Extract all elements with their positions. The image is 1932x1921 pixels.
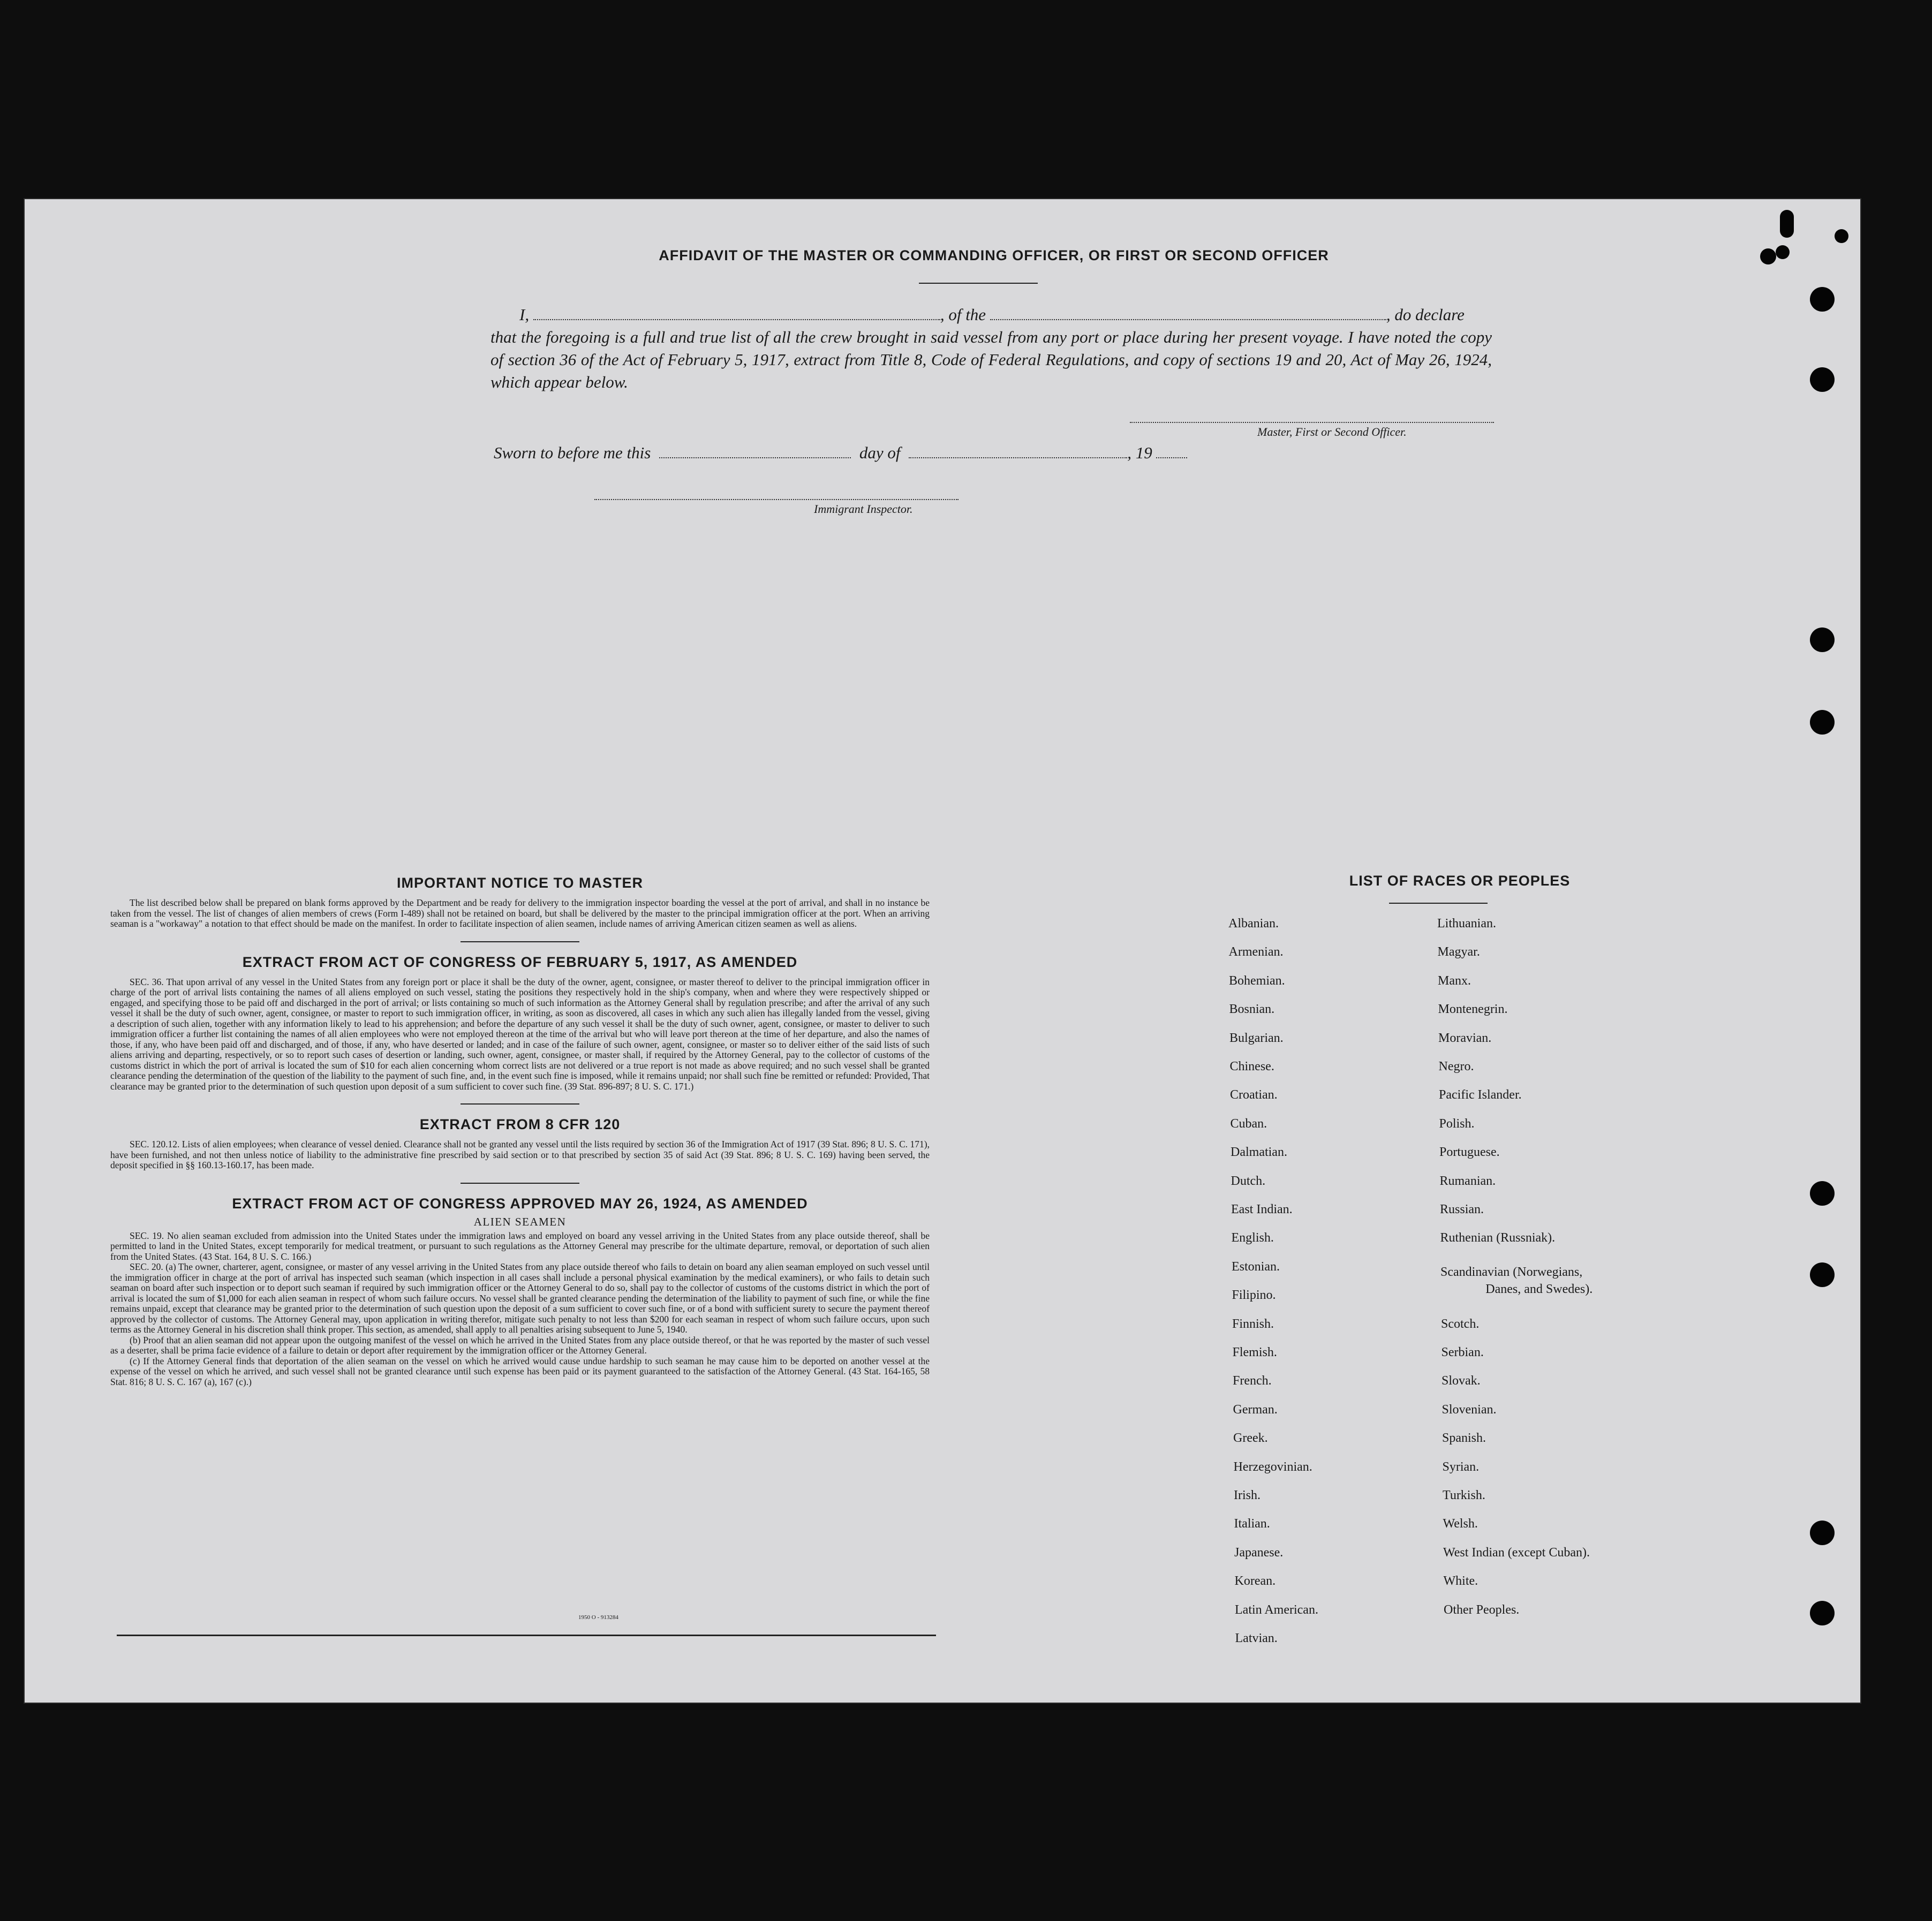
master-caption: Master, First or Second Officer. [1257, 425, 1407, 438]
punch-hole [1810, 627, 1835, 652]
punch-hole [1810, 287, 1835, 312]
race-item: Japanese. [1234, 1545, 1284, 1560]
printer-note: 1950 O - 913284 [578, 1614, 618, 1621]
race-item: Bohemian. [1229, 973, 1285, 988]
document-sheet [25, 199, 1860, 1703]
race-item: Dutch. [1231, 1174, 1266, 1188]
vessel-blank[interactable] [990, 306, 1386, 320]
race-item: East Indian. [1231, 1202, 1293, 1216]
race-item: Lithuanian. [1437, 917, 1496, 931]
extract-1924-subtitle: ALIEN SEAMEN [473, 1215, 567, 1228]
race-item: White. [1443, 1574, 1478, 1589]
race-item: Greek. [1233, 1431, 1268, 1446]
race-item: Russian. [1440, 1202, 1484, 1216]
day-blank[interactable] [659, 444, 851, 458]
extract-cfr-title: EXTRACT FROM 8 CFR 120 [419, 1116, 621, 1132]
race-item: Cuban. [1230, 1116, 1267, 1131]
race-item: Turkish. [1443, 1488, 1485, 1502]
declaration-first-line [490, 304, 1492, 326]
section-rule [461, 1183, 579, 1184]
race-item: Spanish. [1442, 1431, 1486, 1446]
day-of-label: day of [859, 443, 901, 462]
race-item: Welsh. [1443, 1517, 1478, 1531]
sworn-line [494, 443, 1187, 463]
race-item: Estonian. [1232, 1259, 1280, 1274]
notice-title: IMPORTANT NOTICE TO MASTER [397, 875, 643, 891]
bottom-rule [117, 1635, 936, 1636]
race-item: Scandinavian (Norwegians, [1440, 1265, 1583, 1279]
race-item: English. [1231, 1231, 1274, 1245]
extract-1924-sec20c: (c) If the Attorney General finds that deportation of the alien seaman on the vessel on which he arrived would cause undue hardship to such seaman he may cause him to be deported on another vessel at the expense of the vessel on which he arrived, and such vessel shall not be granted clearance until such expense has been paid or its payment guaranteed to the satisfaction of the Attorney General. (43 Stat. 164-165, 58 Stat. 816; 8 U. S. C. 167 (a), 167 (c).) [110, 1355, 930, 1387]
race-item: Other Peoples. [1444, 1602, 1520, 1617]
race-item: Negro. [1438, 1060, 1474, 1073]
race-item: Filipino. [1232, 1288, 1276, 1303]
race-item: Ruthenian (Russniak). [1440, 1231, 1556, 1245]
declaration-do-declare: , do declare [1386, 305, 1465, 324]
race-item: Latin American. [1235, 1602, 1318, 1617]
race-item: Manx. [1438, 973, 1471, 988]
race-item: Magyar. [1437, 945, 1480, 959]
punch-hole [1810, 1181, 1835, 1206]
title-rule [919, 283, 1038, 284]
extract-1924-sec20a: SEC. 20. (a) The owner, charterer, agent, consignee, or master of any vessel arriving in the United States from any place outside thereof who fails to detain on board any alien seaman employed on such vessel until the immigration officer in charge at the port of arrival has inspected such seaman (which inspection in all cases shall include a personal physical examination by the medical examiners), or who fails to detain such seaman on board after such inspection or to deport such seaman if required by such immigration officer or the Attorney General to do so, shall pay to the collector of customs of the customs district in which the port of arrival is located the sum of $1,000 for each alien seaman in respect of whom such failure occurs. No vessel shall be granted clearance pending the determination of the liability to payment of such fine, or while the fine remains unpaid, except that clearance may be granted prior to the determination of such question upon the deposit of a sum sufficient to cover such fine, or of a bond with sufficient surety to secure the payment thereof approved by the collector of customs. The Attorney General may, upon application in writing therefor, mitigate such penalty to not less than $200 for each seaman in respect of whom such failure occurs, upon such terms as the Attorney General in his discretion shall think proper. This section, as amended, shall apply to all penalties arising subsequent to June 5, 1940. [110, 1261, 930, 1335]
affidavit-title: AFFIDAVIT OF THE MASTER OR COMMANDING OFFICER, OR FIRST OR SECOND OFFICER [659, 247, 1329, 263]
name-blank[interactable] [533, 306, 940, 320]
race-item: Albanian. [1228, 917, 1279, 931]
race-item: West Indian (except Cuban). [1443, 1545, 1590, 1560]
race-item: Croatian. [1230, 1088, 1278, 1102]
month-blank[interactable] [909, 444, 1127, 458]
race-item: Scotch. [1441, 1317, 1480, 1331]
year-prefix: , 19 [1127, 443, 1152, 462]
race-item: Bulgarian. [1229, 1031, 1284, 1045]
declaration-of-the: , of the [940, 305, 986, 324]
race-item: Serbian. [1441, 1345, 1484, 1359]
extract-1924-sec20b: (b) Proof that an alien seaman did not appear upon the outgoing manifest of the vessel on which he arrived in the United States from any place outside thereof, or that he was reported by the master of such vessel as a deserter, shall be prima facie evidence of a failure to detain or deport after requirement by the immigration officer or the Attorney General. [110, 1334, 930, 1356]
race-item: Italian. [1234, 1517, 1270, 1531]
section-rule [461, 1103, 579, 1105]
declaration-body: that the foregoing is a full and true list of all the crew brought in said vessel from any port or place during her present voyage. I have noted the copy of section 36 of the Act of February 5, 1917, extract from Title 8, Code of Federal Regulations, and copy of sections 19 and 20, Act of May 26, 1924, which appear below. [490, 328, 1492, 391]
extract-1917-text: SEC. 36. That upon arrival of any vessel in the United States from any foreign port or place it shall be the duty of the owner, agent, consignee, or master thereof to deliver to the principal immigration officer in charge of the port of arrival lists containing the names of all aliens employed on such vessel, stating the positions they respectively hold in the ship's company, when and where they were respectively shipped or engaged, and specifying those to be paid off and discharged in the port of arrival; or lists containing so much of such information as the Attorney General shall by regulation prescribe; and after the arrival of any such vessel it shall be the duty of such owner, agent, consignee, or master to report to such immigration officer, in writing, as soon as discovered, all cases in which any such alien has illegally landed from the vessel, giving a description of such alien, together with any information likely to lead to his apprehension; and before the departure of any such vessel it shall be the duty of such owner, agent, consignee, or master to deliver to such immigration officer a further list containing the names of all alien employees who were not employed thereon at the time of the arrival but who will leave port thereon at the time of her departure, and also the names of those, if any, who have been paid off and discharged, and of those, if any, who have deserted or landed; and in case of the failure of such owner, agent, consignee, or master so to deliver either of the said lists of such aliens arriving and departing, respectively, or so to report such cases of desertion or landing, such owner, agent, consignee, or master shall, if required by the Attorney General, pay to the collector of customs of the customs district in which the port of arrival is located the sum of $10 for each alien concerning whom correct lists are not delivered or a true report is not made as above required; and no such vessel shall be granted clearance pending the determination of the question of the liability to the payment of such fine, and, in the event such fine is imposed, while it remains unpaid; nor shall such fine be remitted or refunded: Provided, That clearance may be granted prior to the determination of such question upon deposit of a sum sufficient to cover such fine. (39 Stat. 896-897; 8 U. S. C. 171.) [110, 976, 930, 1092]
race-item: Flemish. [1232, 1345, 1277, 1359]
race-item: Moravian. [1438, 1031, 1492, 1045]
extract-cfr-text: SEC. 120.12. Lists of alien employees; when clearance of vessel denied. Clearance shall not be granted any vessel until the lists required by section 36 of the Immigration Act of 1917 (39 Stat. 896; 8 U. S. C. 171), have been furnished, and not then unless notice of liability to the administrative fine prescribed by said section or to that prescribed by section 35 of said Act (39 Stat. 896; 8 U. S. C. 169) having been served, the deposit specified in §§ 160.13-160.17, has been made. [110, 1139, 930, 1170]
notice-column [110, 875, 930, 1387]
year-blank[interactable] [1156, 444, 1187, 458]
extract-1924-title: EXTRACT FROM ACT OF CONGRESS APPROVED MAY 26, 1924, AS AMENDED [232, 1195, 808, 1212]
race-item: Slovenian. [1442, 1402, 1497, 1417]
punch-hole [1835, 229, 1848, 243]
race-item: Herzegovinian. [1233, 1459, 1312, 1474]
race-item: Chinese. [1229, 1060, 1274, 1073]
punch-hole [1760, 248, 1776, 264]
notice-text: The list described below shall be prepared on blank forms approved by the Department and be ready for delivery to the immigration inspector boarding the vessel at the port of arrival, and shall in no instance be taken from the vessel. The list of changes of alien members of crews (Form I-489) shall not be retained on board, but shall be delivered by the master to the principal immigration officer at the port. When an arriving seaman is a "workaway" a notation to that effect should be made on the manifest. In order to facilitate inspection of alien seamen, include names of arriving American citizen seamen as well as aliens. [110, 897, 930, 929]
race-item: Korean. [1234, 1574, 1276, 1589]
race-item: Danes, and Swedes). [1485, 1282, 1593, 1296]
races-title: LIST OF RACES OR PEOPLES [1349, 873, 1571, 889]
race-item: Irish. [1234, 1488, 1261, 1502]
inspector-signature-line[interactable] [594, 499, 959, 500]
extract-1917-title: EXTRACT FROM ACT OF CONGRESS OF FEBRUARY 5, 1917, AS AMENDED [242, 954, 798, 970]
race-item: Polish. [1439, 1116, 1475, 1131]
inspector-caption: Immigrant Inspector. [814, 502, 913, 516]
race-item: German. [1233, 1402, 1278, 1417]
race-item: Montenegrin. [1438, 1002, 1508, 1017]
race-item: Slovak. [1442, 1374, 1481, 1388]
punch-hole [1810, 1262, 1835, 1287]
punch-hole [1810, 1601, 1835, 1625]
punch-hole [1810, 1521, 1835, 1545]
races-title-rule [1389, 903, 1488, 904]
race-item: Portuguese. [1439, 1145, 1500, 1160]
section-rule [461, 941, 579, 942]
race-item: Dalmatian. [1231, 1145, 1287, 1160]
race-item: Rumanian. [1439, 1174, 1496, 1188]
race-item: Armenian. [1228, 945, 1284, 959]
declaration-block [490, 304, 1492, 394]
master-signature-line[interactable] [1130, 422, 1494, 423]
race-item: Bosnian. [1229, 1002, 1275, 1017]
race-item: Latvian. [1235, 1631, 1278, 1645]
race-item: Syrian. [1442, 1459, 1480, 1474]
extract-1924-sec19: SEC. 19. No alien seaman excluded from admission into the United States under the immigration laws and employed on board any vessel arriving in the United States from any place outside thereof, shall be permitted to land in the United States, except temporarily for medical treatment, or pursuant to such regulations as the Attorney General may prescribe for the ultimate departure, removal, or deportation of such alien from the United States. (43 Stat. 164, 8 U. S. C. 166.) [110, 1230, 930, 1262]
race-item: Finnish. [1232, 1317, 1274, 1331]
punch-hole [1810, 367, 1835, 392]
punch-hole [1810, 710, 1835, 735]
declaration-i: I, [519, 305, 530, 324]
punch-hole [1776, 245, 1790, 259]
race-item: French. [1233, 1374, 1272, 1388]
punch-hole [1780, 210, 1794, 238]
race-item: Pacific Islander. [1439, 1088, 1522, 1102]
sworn-prefix: Sworn to before me this [494, 443, 651, 462]
